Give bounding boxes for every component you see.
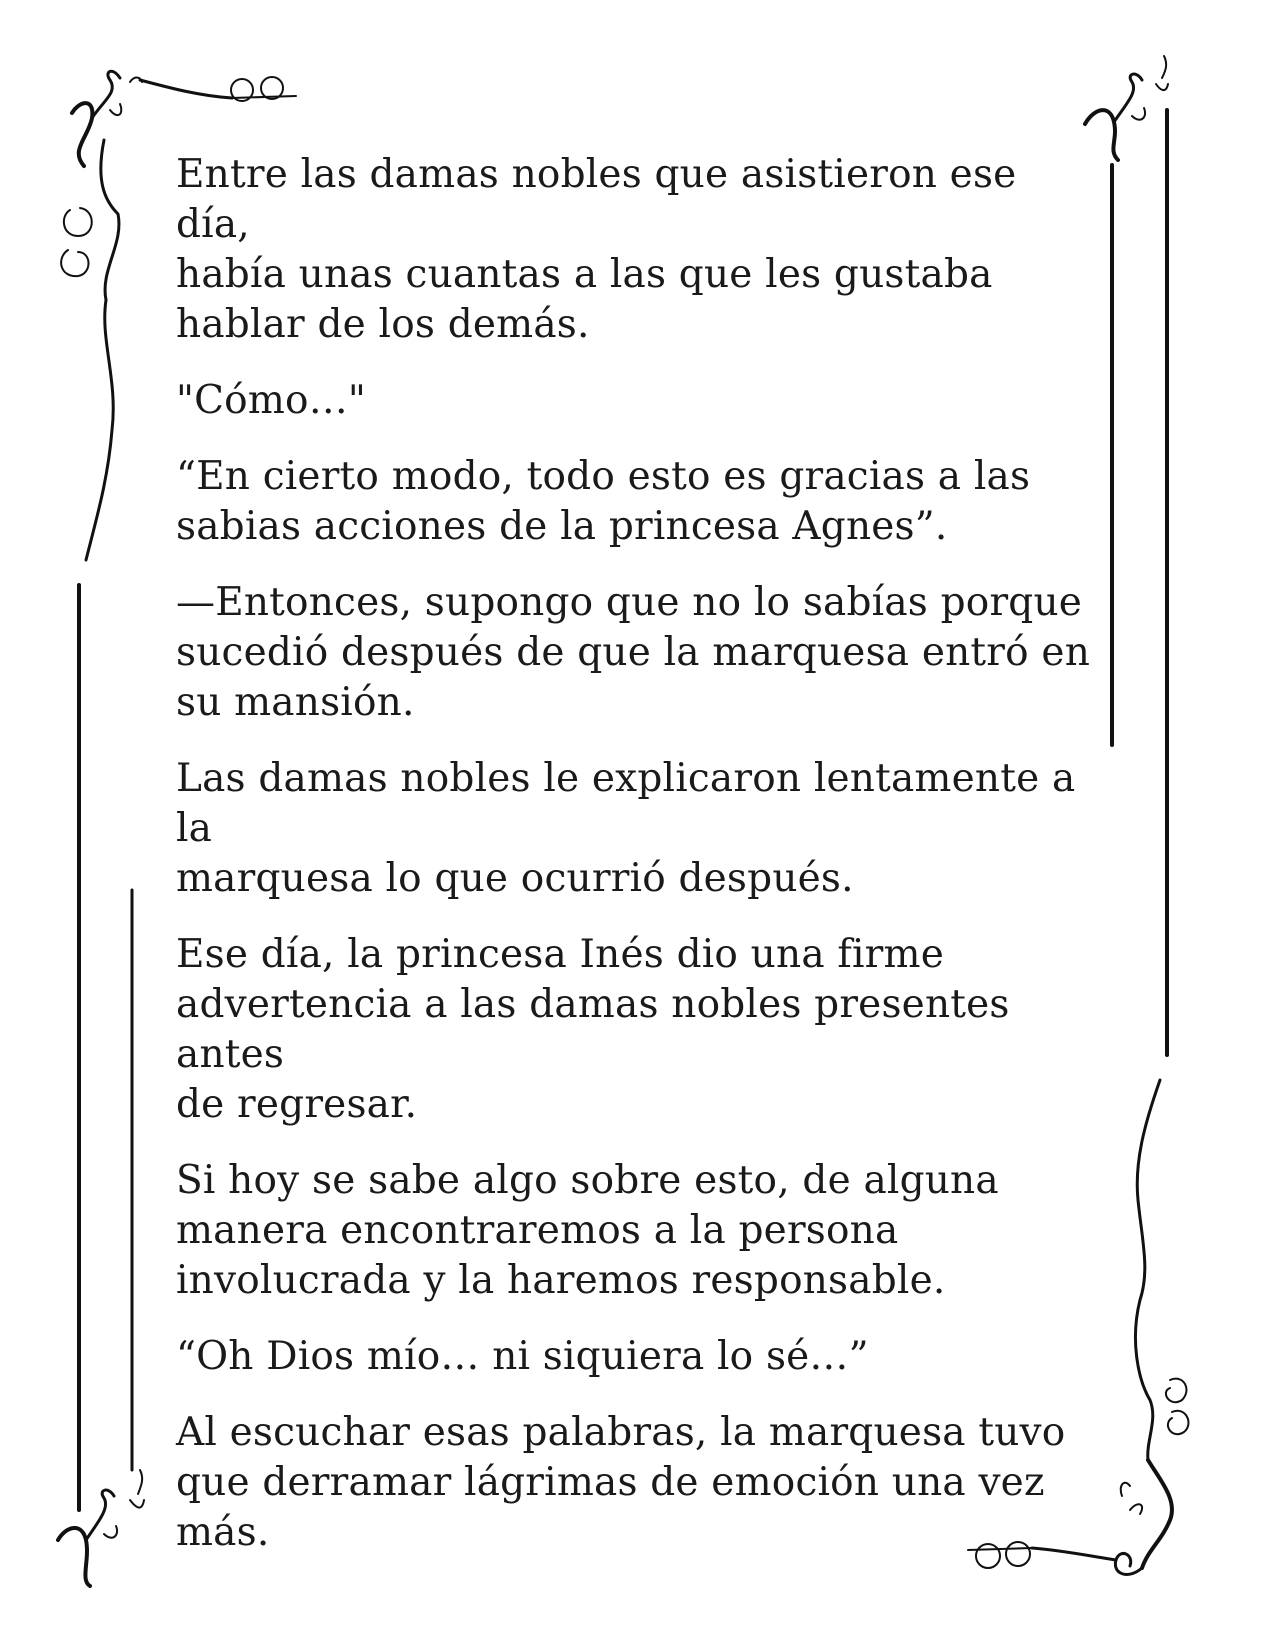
paragraph: Si hoy se sabe algo sobre esto, de alguna manera encontraremos a la persona involucrada y la haremos responsable. [176, 1158, 999, 1303]
paragraph: Entre las damas nobles que asistieron ese día, había unas cuantas a las que les gustaba hablar de los demás. [176, 152, 1017, 347]
bottom-left-flourish-icon [58, 1470, 144, 1586]
paragraph: Al escuchar esas palabras, la marquesa tuvo que derramar lágrimas de emoción una vez más. [176, 1410, 1066, 1555]
paragraph: "Cómo…" [176, 378, 367, 423]
paragraph: “En cierto modo, todo esto es gracias a las sabias acciones de la princesa Agnes”. [176, 454, 1031, 549]
paragraph: “Oh Dios mío… ni siquiera lo sé…” [176, 1334, 869, 1379]
paragraph: Las damas nobles le explicaron lentamente a la marquesa lo que ocurrió después. [176, 756, 1076, 901]
story-text [176, 150, 1096, 1584]
paragraph: Ese día, la princesa Inés dio una firme advertencia a las damas nobles presentes antes de regresar. [176, 932, 1010, 1127]
paragraph: —Entonces, supongo que no lo sabías porque sucedió después de que la marquesa entró en su mansión. [176, 580, 1091, 725]
top-right-flourish-icon [1085, 56, 1168, 160]
